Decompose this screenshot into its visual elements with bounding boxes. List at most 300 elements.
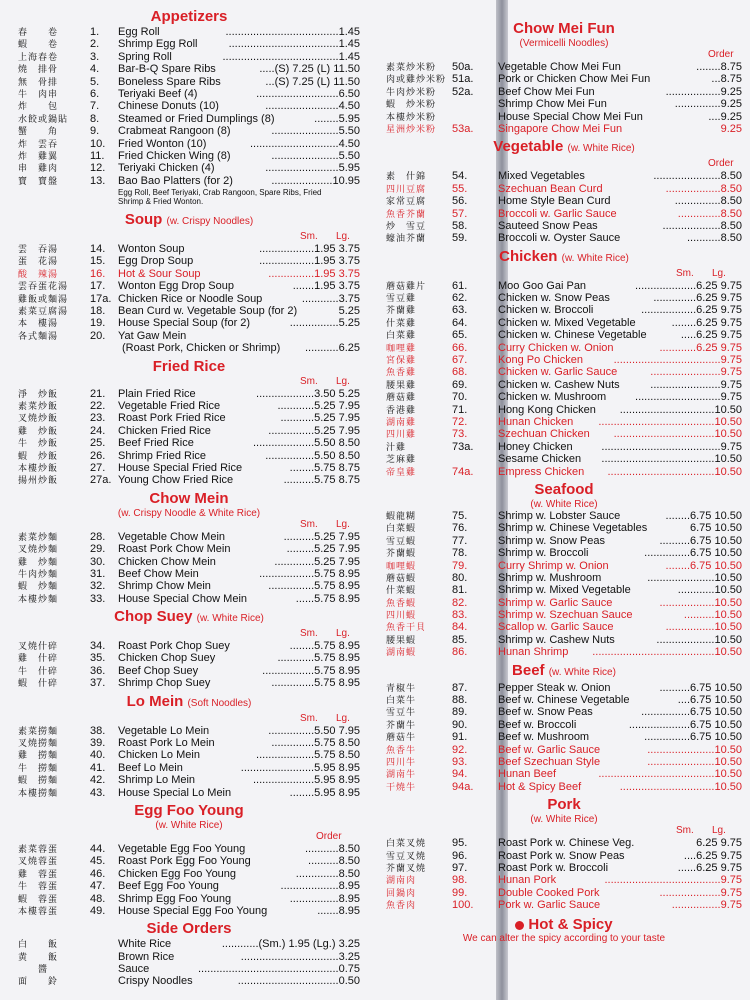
item-number: 18.	[90, 305, 106, 318]
item-name: Honey Chicken	[498, 440, 573, 453]
item-price: ............6.25 9.75	[659, 341, 742, 354]
price-header: Lg.	[712, 825, 726, 837]
item-chinese-name: 腰果雞	[386, 379, 417, 390]
menu-item	[386, 354, 742, 366]
item-chinese-name: 白菜叉燒	[386, 838, 427, 849]
item-chinese-name: 揚州炒飯	[18, 475, 59, 486]
item-number: 17.	[90, 280, 106, 293]
menu-item	[18, 243, 360, 255]
price-header: Sm.	[300, 628, 318, 640]
item-number: 20.	[90, 329, 106, 342]
item-name: Shrimp w. Chinese Vegetables	[498, 522, 648, 535]
menu-item	[18, 938, 360, 950]
item-chinese-name: 蝦 卷	[18, 39, 59, 50]
item-price: ........................4.50	[265, 100, 360, 113]
item-name: Chicken w. Broccoli	[498, 304, 594, 317]
item-price: 9.25	[720, 122, 742, 135]
item-number: 33.	[90, 592, 106, 605]
menu-item	[18, 88, 360, 100]
item-name: Shrimp Chow Mei Fun	[498, 98, 607, 111]
item-price: .........5.25 7.95	[286, 543, 360, 556]
menu-item	[386, 862, 742, 874]
menu-item	[386, 195, 742, 207]
item-chinese-name: 蝦 撈麵	[18, 775, 59, 786]
item-number: 49.	[90, 904, 106, 917]
item-name: House Special Chow Mein	[118, 592, 248, 605]
item-number: 44.	[90, 842, 106, 855]
menu-item	[386, 342, 742, 354]
section-subtitle: (w. White Rice)	[196, 613, 264, 625]
item-chinese-name: 魚香芥蘭	[386, 208, 427, 219]
item-chinese-name: 牛 蓉蛋	[18, 881, 59, 892]
item-chinese-name: 雲 吞湯	[18, 244, 59, 255]
item-chinese-name: 干燒牛	[386, 781, 417, 792]
section-title-side-orders	[18, 920, 360, 938]
item-name: Roast Pork Chow Mein	[118, 543, 231, 556]
item-number: 73a.	[452, 440, 474, 453]
item-price: ......................................1.45	[222, 50, 360, 63]
item-price: ....................9.75	[659, 886, 742, 899]
price-headers	[386, 825, 742, 837]
item-name: Roast Pork w. Snow Peas	[498, 849, 625, 862]
item-number: 100.	[452, 899, 474, 912]
item-name: Beef w. Snow Peas	[498, 706, 593, 719]
item-chinese-name: 咖哩雞	[386, 342, 417, 353]
item-chinese-name: 本樓炒麵	[18, 593, 59, 604]
item-price: .................................10.50	[613, 428, 742, 441]
item-price: .....(S) 7.25 (L) 11.50	[259, 63, 360, 76]
section-title-beef	[386, 662, 742, 682]
item-name: Crispy Noodles	[118, 975, 193, 988]
item-chinese-name: 蝦 炒麵	[18, 581, 59, 592]
item-price: ...............9.25	[674, 98, 742, 111]
item-name: Shrimp w. Mixed Vegetable	[498, 584, 631, 597]
menu-item	[18, 51, 360, 63]
item-name: Chicken Chow Mein	[118, 555, 216, 568]
section-title-chicken	[386, 248, 742, 268]
item-name: Vegetable Chow Mei Fun	[498, 61, 621, 73]
menu-item	[386, 719, 742, 731]
section-title-soup	[18, 211, 360, 231]
item-number: 42.	[90, 774, 106, 787]
item-price: ........5.95	[314, 112, 360, 125]
item-number: 74a.	[452, 465, 474, 478]
menu-item	[386, 899, 742, 911]
item-price: ............5.25 7.95	[277, 399, 360, 412]
item-name: Beef Chow Mein	[118, 567, 199, 580]
item-number: 50a.	[452, 61, 474, 73]
item-price: .............5.25 7.95	[274, 555, 360, 568]
menu-item	[386, 621, 742, 633]
item-number: 93.	[452, 755, 468, 768]
item-chinese-name: 蝦 蓉蛋	[18, 893, 59, 904]
item-name: Szechuan Chicken	[498, 428, 590, 441]
item-chinese-name: 炒 雪豆	[386, 220, 427, 231]
item-chinese-name: 蛋 花湯	[18, 256, 59, 267]
item-name: Hunan Chicken	[498, 415, 574, 428]
item-price: ...............5.75 8.95	[268, 580, 360, 593]
item-chinese-name: 宮保雞	[386, 355, 417, 366]
item-price: ......................................10.50	[598, 768, 742, 781]
menu-item	[18, 437, 360, 449]
menu-item	[18, 462, 360, 474]
item-chinese-name: 牛 肉串	[18, 88, 59, 99]
section-title-text: Soup	[124, 211, 163, 229]
item-chinese-name: 蝦 炒米粉	[386, 99, 437, 110]
item-number: 95.	[452, 837, 468, 850]
item-number: 5.	[90, 75, 100, 88]
item-chinese-name: 牛 什碎	[18, 665, 59, 676]
menu-item	[18, 38, 360, 50]
menu-item	[18, 280, 360, 292]
price-header: Sm.	[300, 231, 318, 243]
section-title-fried-rice	[18, 358, 360, 376]
hot-spicy-note: We can alter the spicy according to your taste	[462, 933, 666, 945]
item-name: Vegetable Egg Foo Young	[118, 842, 246, 855]
menu-item	[18, 26, 360, 38]
price-header: Lg.	[336, 518, 350, 530]
item-number: 28.	[90, 530, 106, 543]
section-title-text: Chop Suey	[114, 608, 193, 626]
item-chinese-name: 醬	[18, 964, 49, 975]
section-title-text: Appetizers	[150, 8, 228, 25]
item-chinese-name: 蝦 什碎	[18, 678, 59, 689]
item-name: Chicken Chop Suey	[118, 652, 216, 665]
item-chinese-name: 雞 炒麵	[18, 556, 59, 567]
item-number: 46.	[90, 867, 106, 880]
item-price: ....6.25 9.75	[683, 849, 742, 862]
item-name: Shrimp w. Garlic Sauce	[498, 596, 613, 609]
item-chinese-name: 青椒牛	[386, 682, 417, 693]
item-chinese-name: 白菜牛	[386, 695, 417, 706]
item-number: 54.	[452, 170, 468, 183]
item-price: ...........6.25	[304, 342, 360, 355]
menu-item	[18, 880, 360, 892]
hot-spicy-block	[386, 916, 742, 945]
item-price: ...............................10.50	[619, 403, 742, 416]
menu-item	[18, 63, 360, 75]
item-name: Pork or Chicken Chow Mei Fun	[498, 73, 651, 86]
section-title-text: Chicken	[499, 247, 558, 265]
item-chinese-name: 炸 雞翼	[18, 150, 59, 161]
item-number: 83.	[452, 609, 468, 622]
item-price: .................5.75 8.95	[262, 664, 360, 677]
item-number: 88.	[452, 694, 468, 707]
item-chinese-name: 蠔油芥蘭	[386, 233, 427, 244]
item-number: 9.	[90, 125, 100, 138]
item-price: ...................................10.50	[607, 465, 742, 478]
item-name: Bar-B-Q Spare Ribs	[118, 63, 216, 76]
menu-item	[386, 837, 742, 849]
menu-item	[386, 232, 742, 244]
menu-item	[386, 317, 742, 329]
item-price: 6.75 10.50	[690, 522, 742, 535]
item-number: 63.	[452, 304, 468, 317]
item-number: 71.	[452, 403, 468, 416]
item-name: Singapore Chow Mei Fun	[498, 122, 623, 135]
menu-column-right	[386, 20, 742, 945]
price-header: Sm.	[676, 267, 694, 279]
item-name: Shrimp w. Lobster Sauce	[498, 509, 621, 522]
item-name: Shrimp w. Cashew Nuts	[498, 633, 615, 646]
item-name: Shrimp Egg Roll	[118, 38, 198, 51]
item-chinese-name: 黄 飯	[18, 951, 59, 962]
item-number: 86.	[452, 646, 468, 659]
item-chinese-name: 素菜撈麵	[18, 725, 59, 736]
item-name: Chicken Egg Foo Young	[118, 867, 237, 880]
item-price: ..................8.50	[665, 182, 742, 195]
item-number: 85.	[452, 633, 468, 646]
item-name: Beef w. Garlic Sauce	[498, 743, 601, 756]
item-name: Hunan Pork	[498, 874, 557, 887]
item-chinese-name: 帝皇雞	[386, 466, 417, 477]
item-chinese-name: 蘑菇蝦	[386, 572, 417, 583]
item-name: Yat Gaw Mein	[118, 329, 187, 342]
item-number: 67.	[452, 354, 468, 367]
menu-item	[386, 428, 742, 440]
item-number: 8.	[90, 112, 100, 125]
item-name: Chicken Lo Mein	[118, 749, 200, 762]
item-chinese-name: 上海春卷	[18, 51, 59, 62]
item-number: 38.	[90, 724, 106, 737]
price-header: Lg.	[712, 267, 726, 279]
item-price: ............(Sm.) 1.95 (Lg.) 3.25	[221, 938, 360, 951]
item-number: 23.	[90, 412, 106, 425]
item-chinese-name: 春 卷	[18, 27, 59, 37]
menu-item	[18, 330, 360, 342]
item-chinese-name: 素菜豆腐湯	[18, 306, 69, 317]
menu-item	[18, 531, 360, 543]
price-header: Lg.	[336, 231, 350, 243]
item-name: Mixed Vegetables	[498, 170, 585, 183]
item-chinese-name: 白菜雞	[386, 330, 417, 341]
item-name: Hunan Beef	[498, 768, 557, 781]
item-number: 37.	[90, 677, 106, 690]
menu-item	[18, 868, 360, 880]
hot-spicy-title-text: Hot & Spicy	[528, 916, 613, 934]
item-name: Beef Lo Mein	[118, 761, 183, 774]
menu-item	[18, 412, 360, 424]
item-name: Vegetable Lo Mein	[118, 724, 210, 737]
item-name: Chicken w. Cashew Nuts	[498, 378, 620, 391]
item-chinese-name: 各式麵湯	[18, 330, 59, 341]
menu-item	[386, 584, 742, 596]
price-header: Order	[708, 158, 734, 170]
menu-item	[18, 774, 360, 786]
item-price: ......................10.50	[647, 571, 742, 584]
item-price: ..........6.75 10.50	[659, 681, 742, 694]
item-chinese-name: 芥蘭雞	[386, 305, 417, 316]
item-number: 89.	[452, 706, 468, 719]
item-price: ..........10.50	[683, 609, 742, 622]
menu-item	[18, 268, 360, 280]
menu-item	[386, 874, 742, 886]
item-name: Beef w. Broccoli	[498, 718, 577, 731]
item-name: Beef Chow Mei Fun	[498, 85, 595, 98]
item-chinese-name: 叉燒撈麵	[18, 738, 59, 749]
item-chinese-name: 回鍋肉	[386, 887, 417, 898]
price-headers	[386, 49, 742, 61]
menu-item	[18, 787, 360, 799]
item-price: ...........5.25 7.95	[280, 412, 360, 425]
menu-item	[18, 100, 360, 112]
item-price: ....6.75 10.50	[677, 694, 742, 707]
menu-item	[386, 535, 742, 547]
item-price: ......................8.50	[653, 170, 742, 183]
item-number: 13.	[90, 174, 106, 187]
item-chinese-name: 芥蘭牛	[386, 719, 417, 730]
item-chinese-name: 芥蘭蝦	[386, 548, 417, 559]
item-name: Vegetable Fried Rice	[118, 399, 221, 412]
item-chinese-name: 炸 雲吞	[18, 138, 59, 149]
pepper-icon	[515, 921, 524, 930]
item-number: 26.	[90, 449, 106, 462]
item-price: ................5.25	[289, 317, 360, 330]
item-chinese-name: 肉或雞炒米粉	[386, 74, 447, 85]
item-name: Shrimp Chop Suey	[118, 677, 211, 690]
item-name: Teriyaki Chicken (4)	[118, 162, 215, 175]
menu-item	[386, 304, 742, 316]
item-price: ...................................9.75	[613, 354, 742, 367]
item-chinese-name: 本樓蓉蛋	[18, 905, 59, 916]
item-price: ...................3.50 5.25	[256, 387, 360, 400]
item-name: Chicken Fried Rice	[118, 424, 211, 437]
menu-item	[18, 975, 360, 987]
item-name: Sauteed Snow Peas	[498, 219, 598, 232]
section-subtitle: (w. White Rice)	[530, 498, 598, 510]
section-title-appetizers	[18, 8, 360, 26]
item-number: 52a.	[452, 85, 474, 98]
item-chinese-name: 四川蝦	[386, 610, 417, 621]
item-chinese-name: 牛 炒飯	[18, 438, 59, 449]
item-name: Chicken w. Garlic Sauce	[498, 366, 618, 379]
item-name: Shrimp w. Szechuan Sauce	[498, 609, 633, 622]
menu-item	[386, 416, 742, 428]
item-price: ...............6.75 10.50	[644, 731, 742, 744]
item-price: ..................1.95 3.75	[259, 243, 360, 256]
item-name: Pork w. Garlic Sauce	[498, 899, 601, 912]
item-chinese-name: 酸 辣湯	[18, 268, 59, 279]
item-number: 99.	[452, 886, 468, 899]
menu-item	[386, 123, 742, 135]
menu-item	[386, 183, 742, 195]
item-price: ......................10.50	[647, 755, 742, 768]
price-headers	[386, 158, 742, 170]
item-price: ...................10.50	[656, 633, 742, 646]
item-price: ................8.95	[289, 892, 360, 905]
price-headers	[18, 831, 360, 843]
item-price: ..............6.25 9.75	[653, 292, 742, 305]
item-number: 72.	[452, 415, 468, 428]
section-title-text: Lo Mein	[126, 692, 184, 710]
item-chinese-name: 白 飯	[18, 939, 59, 950]
item-number: 15.	[90, 255, 106, 268]
menu-item	[18, 175, 360, 187]
item-number: 61.	[452, 279, 468, 292]
item-name: Roast Pork Egg Foo Young	[118, 855, 251, 868]
price-header: Lg.	[336, 712, 350, 724]
menu-item	[386, 560, 742, 572]
menu-item	[386, 379, 742, 391]
item-name: Beef w. Mushroom	[498, 731, 590, 744]
section-title-text: Side Orders	[146, 920, 232, 938]
item-number: 30.	[90, 555, 106, 568]
item-price: ........6.25 9.75	[671, 316, 742, 329]
item-name: Shrimp Egg Foo Young	[118, 892, 232, 905]
item-name: Beef Szechuan Style	[498, 755, 601, 768]
item-price: .....................................1.45	[225, 26, 360, 38]
item-name: Chicken Rice or Noodle Soup	[118, 292, 263, 305]
menu-item	[18, 737, 360, 749]
item-chinese-name: 素菜炒米粉	[386, 62, 437, 72]
item-number: 41.	[90, 761, 106, 774]
menu-item	[386, 111, 742, 123]
item-name: House Special Soup (for 2)	[118, 317, 251, 330]
item-price: ............................9.75	[635, 391, 742, 404]
item-price: ....................6.75 10.50	[628, 718, 742, 731]
section-title-text: Vegetable	[493, 138, 564, 156]
item-number: 14.	[90, 243, 106, 256]
item-name: House Special Egg Foo Young	[118, 904, 268, 917]
menu-item	[386, 887, 742, 899]
price-header: Lg.	[336, 375, 350, 387]
item-name: Fried Wonton (10)	[118, 137, 207, 150]
item-number: 16.	[90, 267, 106, 280]
item-name: Curry Shrimp w. Onion	[498, 559, 609, 572]
item-chinese-name: 雪豆叉燒	[386, 850, 427, 861]
price-header: Sm.	[676, 825, 694, 837]
item-price: ................6.75 10.50	[641, 706, 742, 719]
item-name: Hunan Shrimp	[498, 646, 569, 659]
item-chinese-name: 雞 蓉蛋	[18, 868, 59, 879]
section-title-text: Fried Rice	[152, 357, 226, 375]
item-name: Hot & Spicy Beef	[498, 780, 582, 793]
item-name: Shrimp Fried Rice	[118, 449, 207, 462]
section-subtitle: (w. White Rice)	[567, 143, 635, 155]
item-price: .....6.25 9.75	[680, 329, 742, 342]
menu-item	[18, 665, 360, 677]
menu-item	[18, 305, 360, 317]
item-number: 39.	[90, 737, 106, 750]
item-price: ......................................10.50	[598, 415, 742, 428]
item-chinese-name: 炸 包	[18, 101, 59, 112]
item-name: Shrimp w. Snow Peas	[498, 534, 605, 547]
item-chinese-name: 魚香干貝	[386, 622, 427, 633]
item-number: 56.	[452, 195, 468, 208]
item-name: Moo Goo Gai Pan	[498, 279, 587, 292]
item-chinese-name: 咖哩蝦	[386, 560, 417, 571]
item-name: (Roast Pork, Chicken or Shrimp)	[122, 342, 281, 355]
menu-item	[18, 593, 360, 605]
item-chinese-name: 雞 撈麵	[18, 750, 59, 761]
item-chinese-name: 蘑菇雞	[386, 392, 417, 403]
item-price: ...........................6.50	[256, 87, 360, 100]
item-price: ........6.75 10.50	[665, 559, 742, 572]
price-header: Lg.	[336, 628, 350, 640]
item-number: 1.	[90, 26, 100, 38]
item-number: 27a.	[90, 474, 112, 487]
section-subtitle: (w. White Rice)	[530, 814, 598, 826]
menu-item	[386, 634, 742, 646]
item-price: ...................8.95	[280, 880, 360, 893]
section-subtitle: (w. Crispy Noodle & White Rice)	[117, 507, 261, 519]
item-chinese-name: 汁雞	[386, 441, 407, 452]
item-number: 62.	[452, 292, 468, 305]
item-price: ...............................10.50	[619, 780, 742, 793]
menu-item	[386, 768, 742, 780]
menu-item	[386, 744, 742, 756]
item-chinese-name: 芝麻雞	[386, 454, 417, 465]
